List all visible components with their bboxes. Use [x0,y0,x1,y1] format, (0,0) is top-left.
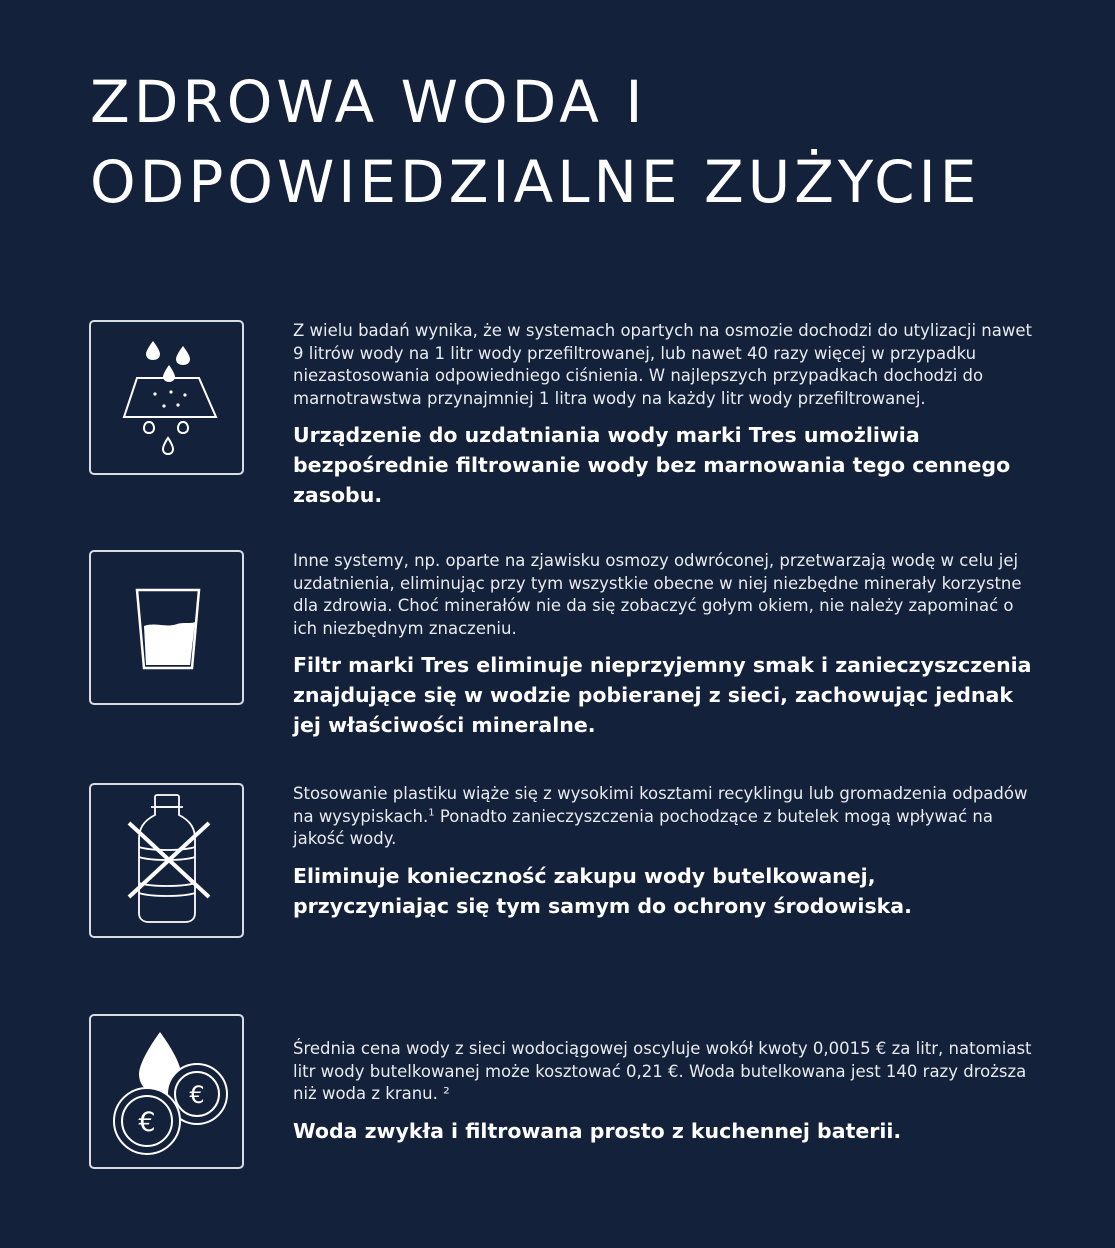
section-body: Inne systemy, np. oparte na zjawisku osmozy odwróconej, przetwarzają wodę w celu jej uzdatnienia, eliminując przy tym wszystkie obecne w niej niezbędne minerały korzystne dla zdrowia. Choć minerałów nie da się zobaczyć gołym okiem, nie należy zapominać o ich niezbędnym znaczeniu. [293,551,1022,638]
section-body: Z wielu badań wynika, że w systemach opartych na osmozie dochodzi do utylizacji nawet 9 litrów wody na 1 litr wody przefiltrowanej, lub nawet 40 razy więcej w przypadku niezastosowania odpowiedniego ciśnienia. W najlepszych przypadkach dochodzi do marnotrawstwa przynajmniej 1 litra wody na każdy litr wody przefiltrowanej. [293,321,1032,408]
page-title-line-2: ODPOWIEDZIALNE ZUŻYCIE [90,148,981,216]
section-body-part-2: Ponadto zanieczyszczenia pochodzące z butelek mogą wpływać na jakość wody. [293,806,993,848]
section-highlight: Filtr marki Tres eliminuje nieprzyjemny smak i zanieczyszczenia znajdujące się w wodzie pobieranej z sieci, zachowując jednak jej właściwości mineralne. [293,653,1032,737]
page-title [90,62,1070,222]
section-highlight: Urządzenie do uzdatniania wody marki Tres umożliwia bezpośrednie filtrowanie wody bez marnowania tego cennego zasobu. [293,423,1011,507]
water-drops-filter-icon [89,320,244,475]
section-text [293,550,1033,740]
section-text [293,783,1033,921]
water-glass-icon [89,550,244,705]
svg-text:€: € [138,1107,156,1138]
section-body-part-1: Stosowanie plastiku wiąże się z wysokimi kosztami recyklingu lub gromadzenia odpadów na wysypiskach. [293,784,1028,826]
page-title-line-1: ZDROWA WODA I [90,68,647,136]
section-text [293,1038,1033,1146]
section-body [293,783,1033,851]
svg-text:€: € [189,1081,205,1109]
section-highlight: Eliminuje konieczność zakupu wody butelkowanej, przyczyniając się tym samym do ochrony środowiska. [293,863,912,918]
crossed-bottle-icon [89,783,244,938]
footnote-marker: 1 [428,807,435,818]
section-text [293,320,1033,510]
section-highlight: Woda zwykła i filtrowana prosto z kuchennej baterii. [293,1118,902,1143]
section-body: Średnia cena wody z sieci wodociągowej oscyluje wokół kwoty 0,0015 € za litr, natomiast litr wody butelkowanej może kosztować 0,21 €. Woda butelkowana jest 140 razy droższa niż woda z kranu. ² [293,1039,1032,1103]
drop-euro-coins-icon [89,1014,244,1169]
